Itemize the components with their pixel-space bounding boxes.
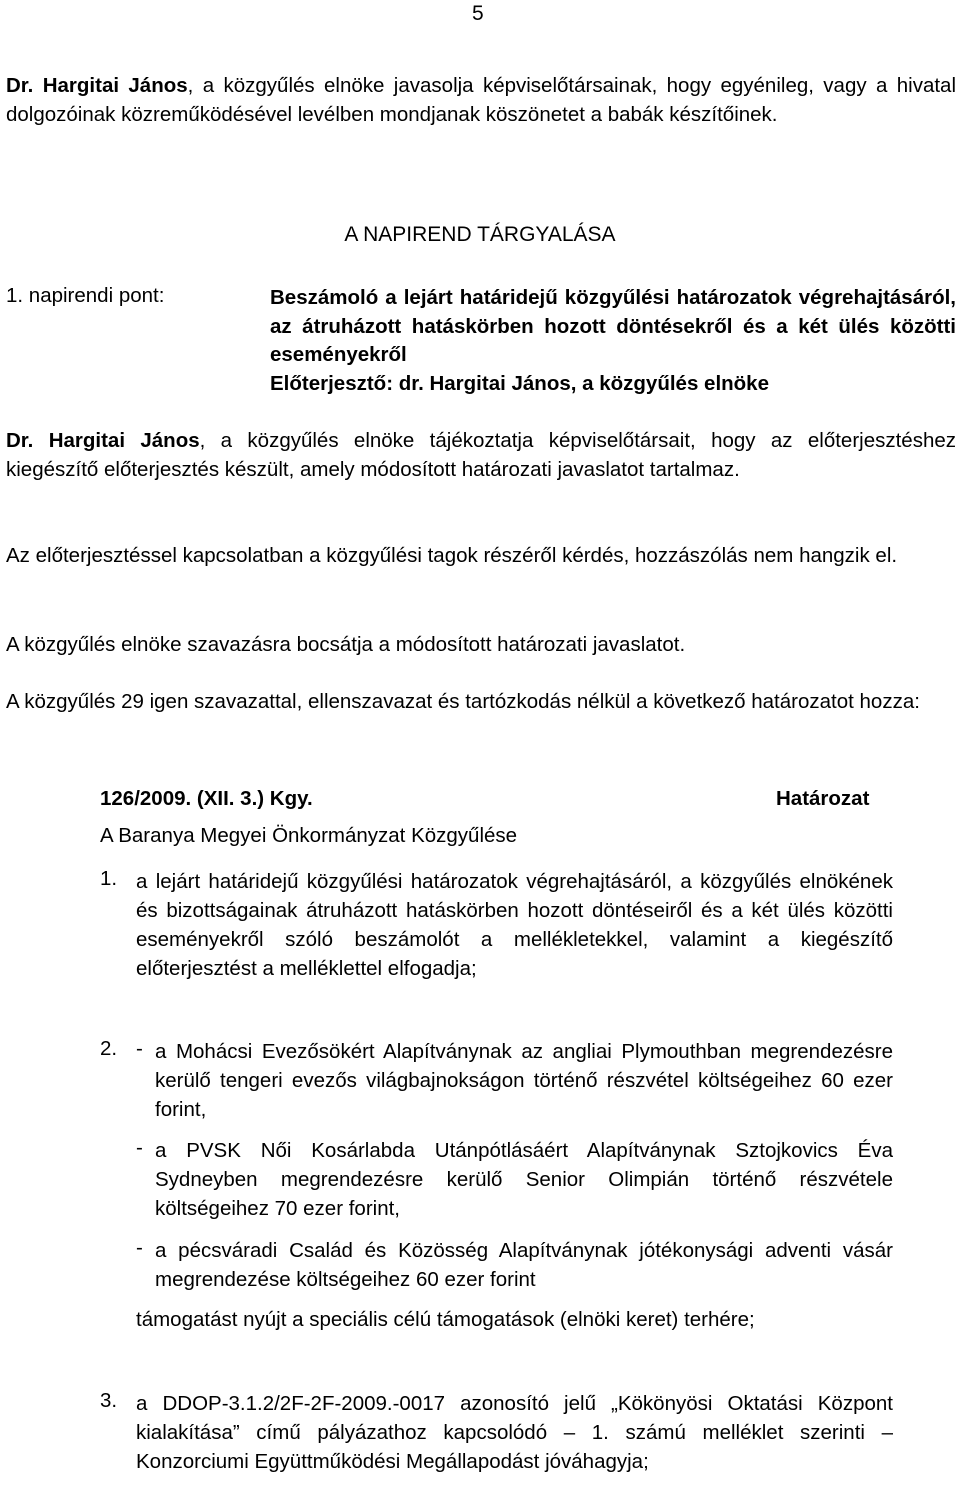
paragraph-chair-info [6,427,956,484]
list-dash: - [136,1037,143,1060]
paragraph-text: , a közgyűlés elnöke tájékoztatja képviselőtársait, hogy az előterjesztéshez kiegészítő előterjesztés készült, amely módosított határozati javaslatot tartalmaz. [6,429,957,481]
paragraph-text: , a közgyűlés elnöke javasolja képviselőtársainak, hogy egyénileg, vagy a hivatal dolgozóinak közreműködésével levélben mondjanak köszönetet a babák készítőinek. [6,74,957,126]
paragraph-vote-call: A közgyűlés elnöke szavazásra bocsátja a módosított határozati javaslatot. [6,633,686,656]
agenda-presenter: Előterjesztő: dr. Hargitai János, a közgyűlés elnöke [270,371,769,395]
resolution-item-number: 1. [100,867,118,890]
list-dash: - [136,1236,143,1259]
section-heading: A NAPIREND TÁRGYALÁSA [344,223,616,246]
speaker-name: Dr. Hargitai János [6,74,188,97]
resolution-item-number: 3. [100,1389,118,1412]
list-dash: - [136,1136,143,1159]
resolution-item-1: a lejárt határidejű közgyűlési határozatok végrehajtásáról, a közgyűlés elnökének és bizottságainak átruházott hatáskörben hozott döntéseiről és a két ülés közötti eseményekről szóló beszámolót a mellékletekkel, valamint a kiegészítő előterjesztést a melléklettel elfogadja; [136,870,893,980]
page-number: 5 [472,2,484,25]
resolution-item-2c: a pécsváradi Család és Közösség Alapítványnak jótékonysági adventi vásár megrendezése költségeihez 60 ezer forint [155,1239,893,1291]
resolution-item-number: 2. [100,1037,118,1060]
agenda-item-label: 1. napirendi pont: [6,284,165,307]
resolution-body: A Baranya Megyei Önkormányzat Közgyűlése [100,824,518,847]
resolution-title: Határozat [776,787,870,810]
paragraph-no-questions: Az előterjesztéssel kapcsolatban a közgyűlési tagok részéről kérdés, hozzászólás nem hangzik el. [6,544,898,567]
paragraph-chair-thanks [6,72,956,129]
resolution-item-2a: a Mohácsi Evezősökért Alapítványnak az angliai Plymouthban megrendezésre kerülő tengeri evezős világbajnokságon történő részvétel költségeihez 60 ezer forint, [155,1040,893,1121]
resolution-number: 126/2009. (XII. 3.) Kgy. [100,787,313,810]
resolution-item-2b: a PVSK Női Kosárlabda Utánpótlásáért Alapítványnak Sztojkovics Éva Sydneyben megrendezésre kerülő Senior Olimpián történő részvétele költségeihez 70 ezer forint, [155,1139,893,1220]
resolution-item-2-support: támogatást nyújt a speciális célú támogatások (elnöki keret) terhére; [136,1308,755,1331]
agenda-item-title [270,284,956,398]
paragraph-vote-result: A közgyűlés 29 igen szavazattal, ellenszavazat és tartózkodás nélkül a következő határozatot hozza: [6,690,920,713]
agenda-title-text: Beszámoló a lejárt határidejű közgyűlési határozatok végrehajtásáról, az átruházott hatáskörben hozott döntésekről és a két ülés közötti eseményekről [270,286,956,366]
resolution-item-3: a DDOP-3.1.2/2F-2F-2009.-0017 azonosító jelű „Kökönyösi Oktatási Központ kialakítása” című pályázathoz kapcsolódó – 1. számú melléklet szerinti – Konzorciumi Együttműködési Megállapodást jóváhagyja; [136,1392,893,1473]
speaker-name: Dr. Hargitai János [6,429,200,452]
